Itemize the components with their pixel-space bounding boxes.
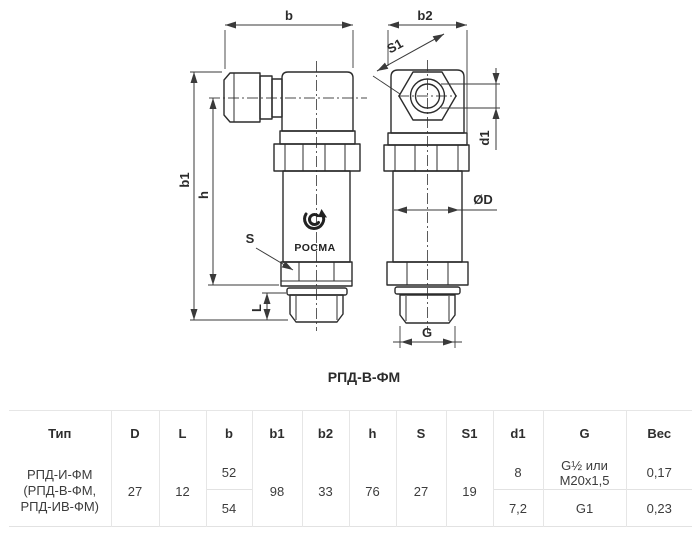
type-line-1: РПД-И-ФМ — [26, 467, 93, 482]
header-s1: S1 — [446, 411, 493, 457]
header-d1: d1 — [493, 411, 543, 457]
header-b1: b1 — [252, 411, 302, 457]
dim-label-od: ØD — [473, 192, 493, 207]
cell-d1-top: 8 — [493, 456, 543, 490]
cell-s: 27 — [396, 456, 446, 527]
dim-label-d1: d1 — [477, 130, 492, 146]
header-ves: Вес — [626, 411, 692, 457]
g-top-line-2: M20x1,5 — [559, 472, 610, 488]
cell-g-top — [543, 456, 626, 490]
dim-label-h: h — [196, 191, 211, 199]
spec-table-container — [9, 410, 692, 527]
header-type: Тип — [9, 411, 111, 457]
cell-b2: 33 — [302, 456, 349, 527]
dim-label-b2: b2 — [417, 8, 433, 23]
cell-h: 76 — [349, 456, 396, 527]
cell-d1-bottom: 7,2 — [493, 490, 543, 527]
cell-b-top: 52 — [206, 456, 252, 490]
table-row-1 — [9, 456, 692, 490]
dim-label-g: G — [421, 325, 433, 340]
cell-d: 27 — [111, 456, 159, 527]
dim-label-b1: b1 — [177, 172, 192, 188]
top-view — [384, 60, 469, 333]
dim-label-s1: S1 — [384, 35, 406, 57]
logo-arrowhead — [318, 209, 327, 218]
dim-label-b: b — [285, 8, 293, 23]
dim-label-l: L — [249, 304, 264, 312]
type-line-3: РПД-ИВ-ФМ) — [20, 499, 100, 514]
cell-type — [9, 456, 111, 527]
top-view-dimensions — [373, 8, 500, 348]
cell-b1: 98 — [252, 456, 302, 527]
header-h: h — [349, 411, 396, 457]
header-d: D — [111, 411, 159, 457]
cell-b-bottom: 54 — [206, 490, 252, 527]
header-g: G — [543, 411, 626, 457]
drawing-caption: РПД-В-ФМ — [327, 369, 401, 385]
table-header-row — [9, 411, 692, 457]
g-top-line-1: G½ или — [561, 457, 608, 473]
header-s: S — [396, 411, 446, 457]
cell-s1: 19 — [446, 456, 493, 527]
dim-label-s: S — [245, 231, 255, 246]
cell-g-bottom: G1 — [543, 490, 626, 527]
logo-text: РОСМА — [294, 242, 336, 254]
header-l: L — [159, 411, 206, 457]
side-view-dimensions — [177, 8, 353, 320]
cell-ves-top: 0,17 — [626, 456, 692, 490]
rosma-logo — [294, 209, 335, 254]
header-b2: b2 — [302, 411, 349, 457]
type-line-2: (РПД-В-ФМ, — [23, 483, 97, 498]
side-view — [209, 61, 367, 331]
header-b: b — [206, 411, 252, 457]
cell-l: 12 — [159, 456, 206, 527]
spec-table — [9, 410, 692, 527]
cell-ves-bottom: 0,23 — [626, 490, 692, 527]
